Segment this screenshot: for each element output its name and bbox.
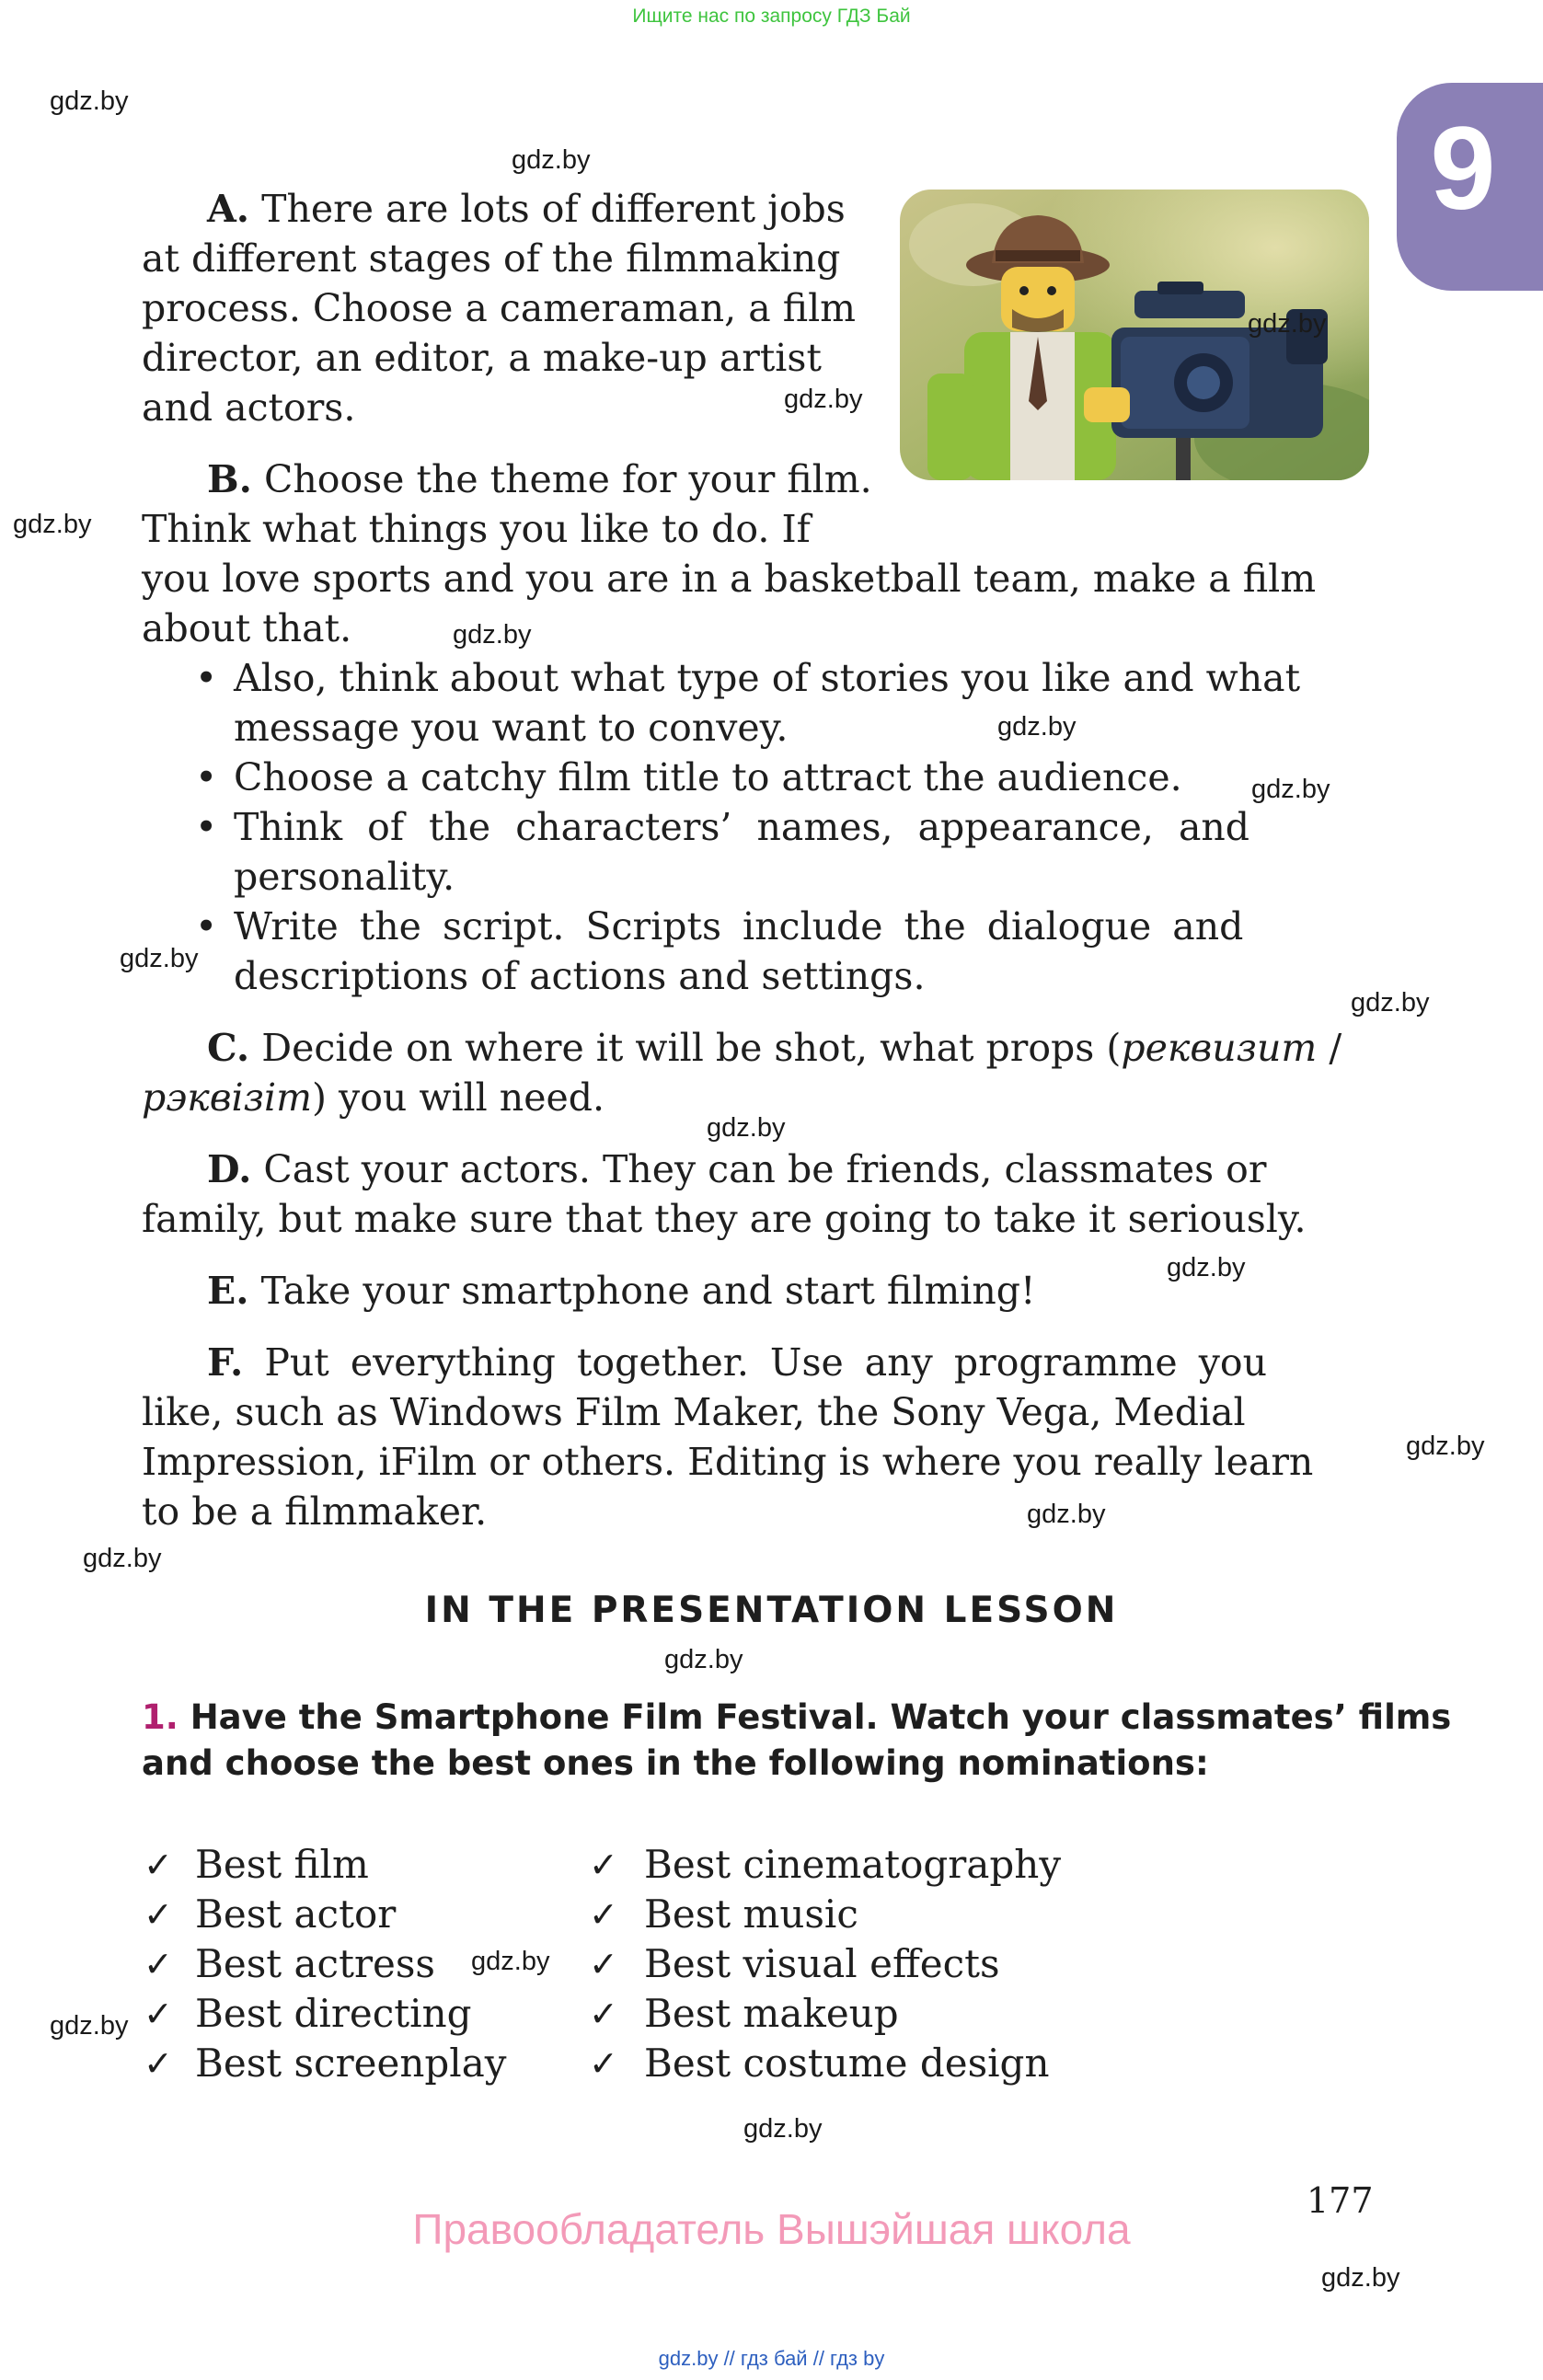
paragraph-a-line-2: at different stages of the filmmaking: [142, 236, 841, 281]
footer-links[interactable]: gdz.by // гдз бай // гдз by: [658, 2347, 885, 2370]
paragraph-b-line-4: about that.: [142, 606, 352, 650]
paragraph-c-text-2: ) you will need.: [312, 1075, 605, 1120]
watermark: gdz.by: [50, 2011, 129, 2041]
paragraph-f-line-3: Impression, iFilm or others. Editing is where you really learn: [142, 1440, 1314, 1484]
paragraph-c-slash: /: [1317, 1026, 1342, 1070]
paragraph-c-line-2: [142, 1073, 605, 1122]
watermark: gdz.by: [453, 620, 532, 650]
bullet-marker: •: [195, 904, 218, 949]
bullet-marker: •: [195, 755, 218, 799]
watermark: gdz.by: [1167, 1253, 1246, 1282]
paragraph-b-text-1: Choose the theme for your film.: [263, 457, 872, 501]
watermark: gdz.by: [784, 385, 863, 414]
check-icon: ✓: [144, 1944, 173, 1984]
watermark: gdz.by: [120, 944, 199, 973]
paragraph-c-belarusian-word: рэквізіт: [142, 1075, 313, 1120]
watermark: gdz.by: [997, 712, 1077, 742]
nomination-best-cinematography: Best cinematography: [644, 1842, 1062, 1887]
paragraph-a-text-1: There are lots of different jobs: [261, 187, 846, 231]
bullet-3-line-2: personality.: [234, 855, 455, 899]
paragraph-d-line-2: family, but make sure that they are going to take it seriously.: [142, 1197, 1307, 1241]
paragraph-f-line-2: like, such as Windows Film Maker, the Sony Vega, Medial: [142, 1390, 1246, 1434]
watermark: gdz.by: [664, 1645, 743, 1674]
paragraph-a-letter: A.: [207, 187, 250, 231]
nomination-best-costume-design: Best costume design: [644, 2041, 1050, 2086]
paragraph-b-letter: B.: [207, 457, 252, 501]
task-number: 1.: [142, 1697, 178, 1737]
watermark: gdz.by: [707, 1113, 786, 1143]
nomination-best-directing: Best directing: [195, 1991, 472, 2036]
check-icon: ✓: [144, 1894, 173, 1935]
bullet-1-line-1: Also, think about what type of stories you like and what: [234, 656, 1301, 700]
bullet-3-line-1: Think of the characters’ names, appearance, and: [234, 805, 1250, 849]
nomination-best-screenplay: Best screenplay: [195, 2041, 507, 2086]
watermark: gdz.by: [1351, 988, 1430, 1018]
task-text-1: Have the Smartphone Film Festival. Watch your classmates’ films: [190, 1697, 1452, 1737]
paragraph-f-text-1: Put everything together. Use any programme you: [264, 1340, 1267, 1385]
watermark: gdz.by: [1248, 309, 1327, 339]
top-banner[interactable]: Ищите нас по запросу ГДЗ Бай: [632, 6, 911, 27]
watermark: gdz.by: [1406, 1431, 1485, 1461]
paragraph-a-line-4: director, an editor, a make-up artist: [142, 336, 822, 380]
paragraph-c-letter: C.: [207, 1026, 250, 1070]
paragraph-c-russian-word: реквизит: [1121, 1026, 1318, 1070]
check-icon: ✓: [589, 1845, 618, 1885]
unit-number: 9: [1430, 103, 1496, 235]
check-icon: ✓: [144, 1994, 173, 2034]
paragraph-a-line-1: [207, 184, 846, 234]
paragraph-f-line-1: [207, 1338, 1267, 1387]
paragraph-d-letter: D.: [207, 1147, 252, 1191]
bullet-marker: •: [195, 656, 218, 700]
nomination-best-visual-effects: Best visual effects: [644, 1941, 1000, 1986]
paragraph-a-line-5: and actors.: [142, 385, 356, 430]
watermark: gdz.by: [83, 1544, 162, 1573]
watermark: gdz.by: [50, 86, 129, 116]
check-icon: ✓: [144, 1845, 173, 1885]
check-icon: ✓: [589, 1944, 618, 1984]
nomination-best-film: Best film: [195, 1842, 369, 1887]
paragraph-c-line-1: [207, 1023, 1341, 1073]
bullet-4-line-2: descriptions of actions and settings.: [234, 954, 926, 998]
watermark: gdz.by: [1321, 2263, 1400, 2293]
watermark: gdz.by: [512, 145, 591, 175]
bullet-marker: •: [195, 805, 218, 849]
copyright-notice: Правообладатель Вышэйшая школа: [412, 2205, 1131, 2253]
page-number: 177: [1307, 2180, 1374, 2221]
section-heading: IN THE PRESENTATION LESSON: [424, 1590, 1119, 1631]
bullet-1-line-2: message you want to convey.: [234, 706, 789, 750]
check-icon: ✓: [589, 1894, 618, 1935]
paragraph-c-text-1: Decide on where it will be shot, what props (: [261, 1026, 1122, 1070]
paragraph-e-line-1: [207, 1266, 1035, 1316]
paragraph-b-line-1: [207, 454, 872, 504]
bullet-2-line-1: Choose a catchy film title to attract the audience.: [234, 755, 1182, 799]
check-icon: ✓: [589, 2043, 618, 2084]
task-line-2: and choose the best ones in the following nominations:: [142, 1743, 1209, 1783]
paragraph-f-line-4: to be a filmmaker.: [142, 1489, 488, 1534]
watermark: gdz.by: [1027, 1500, 1106, 1529]
paragraph-a-line-3: process. Choose a cameraman, a film: [142, 286, 857, 330]
paragraph-b-line-3: you love sports and you are in a basketball team, make a film: [142, 557, 1317, 601]
nomination-best-makeup: Best makeup: [644, 1991, 899, 2036]
paragraph-b-line-2: Think what things you like to do. If: [142, 507, 811, 551]
paragraph-e-letter: E.: [207, 1269, 249, 1313]
bullet-4-line-1: Write the script. Scripts include the dialogue and: [234, 904, 1244, 949]
watermark: gdz.by: [743, 2114, 823, 2144]
paragraph-e-text-1: Take your smartphone and start filming!: [260, 1269, 1036, 1313]
nomination-best-music: Best music: [644, 1891, 858, 1937]
check-icon: ✓: [589, 1994, 618, 2034]
paragraph-d-line-1: [207, 1144, 1266, 1194]
watermark: gdz.by: [13, 510, 92, 539]
paragraph-d-text-1: Cast your actors. They can be friends, classmates or: [263, 1147, 1267, 1191]
paragraph-f-letter: F.: [207, 1340, 244, 1385]
nomination-best-actor: Best actor: [195, 1891, 397, 1937]
nomination-best-actress: Best actress: [195, 1941, 435, 1986]
check-icon: ✓: [144, 2043, 173, 2084]
watermark: gdz.by: [1251, 775, 1330, 804]
watermark: gdz.by: [471, 1947, 550, 1976]
task-line-1: [142, 1695, 1451, 1741]
